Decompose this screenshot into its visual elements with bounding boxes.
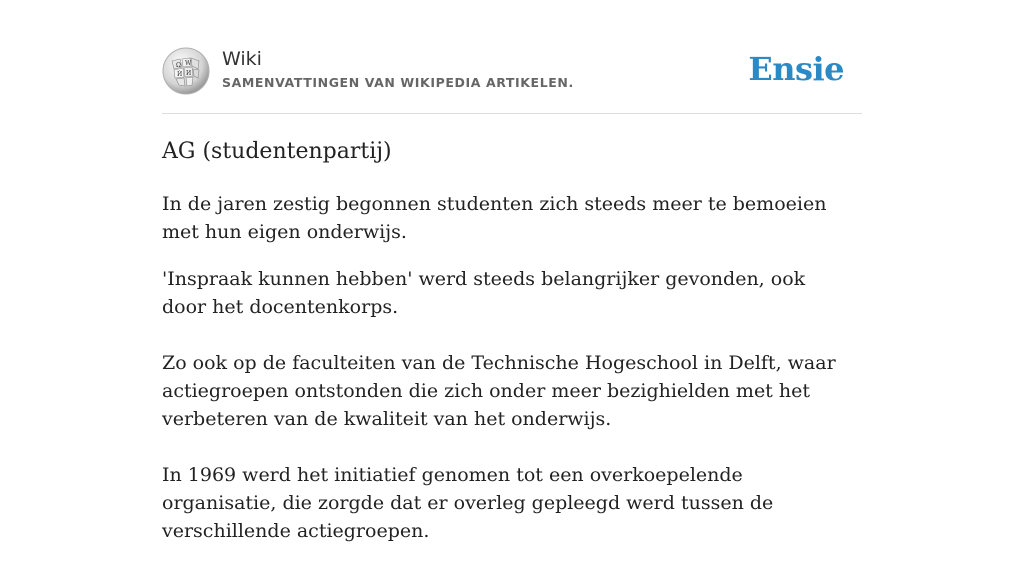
brand-logo-link[interactable]: Ensie (748, 50, 844, 88)
article-paragraph: Zo ook op de faculteiten van de Technische Hogeschool in Delft, waar actiegroepen ontstonden die zich onder meer bezighielden met het verbeteren van de kwaliteit van het onderwijs. (162, 352, 836, 430)
site-header (162, 45, 862, 114)
svg-text:W: W (185, 60, 192, 67)
article-paragraph: 'Inspraak kunnen hebben' werd steeds belangrijker gevonden, ook door het docentenkorps. (162, 268, 806, 318)
article-paragraph: In 1969 werd het initiatief genomen tot een overkoepelende organisatie, die zorgde dat er overleg gepleegd werd tussen de verschillende actiegroepen. (162, 464, 774, 542)
article-paragraph: In de jaren zestig begonnen studenten zich steeds meer te bemoeien met hun eigen onderwijs. (162, 193, 827, 243)
site-tagline: SAMENVATTINGEN VAN WIKIPEDIA ARTIKELEN. (222, 75, 574, 90)
wikipedia-globe-icon[interactable] (162, 47, 210, 95)
site-title[interactable]: Wiki (222, 48, 262, 70)
svg-text:Ѝ: Ѝ (177, 71, 183, 78)
svg-text:И: И (186, 70, 192, 77)
article-body (162, 190, 852, 564)
svg-text:Ω: Ω (176, 62, 181, 69)
article-title: AG (studentenpartij) (162, 139, 392, 164)
